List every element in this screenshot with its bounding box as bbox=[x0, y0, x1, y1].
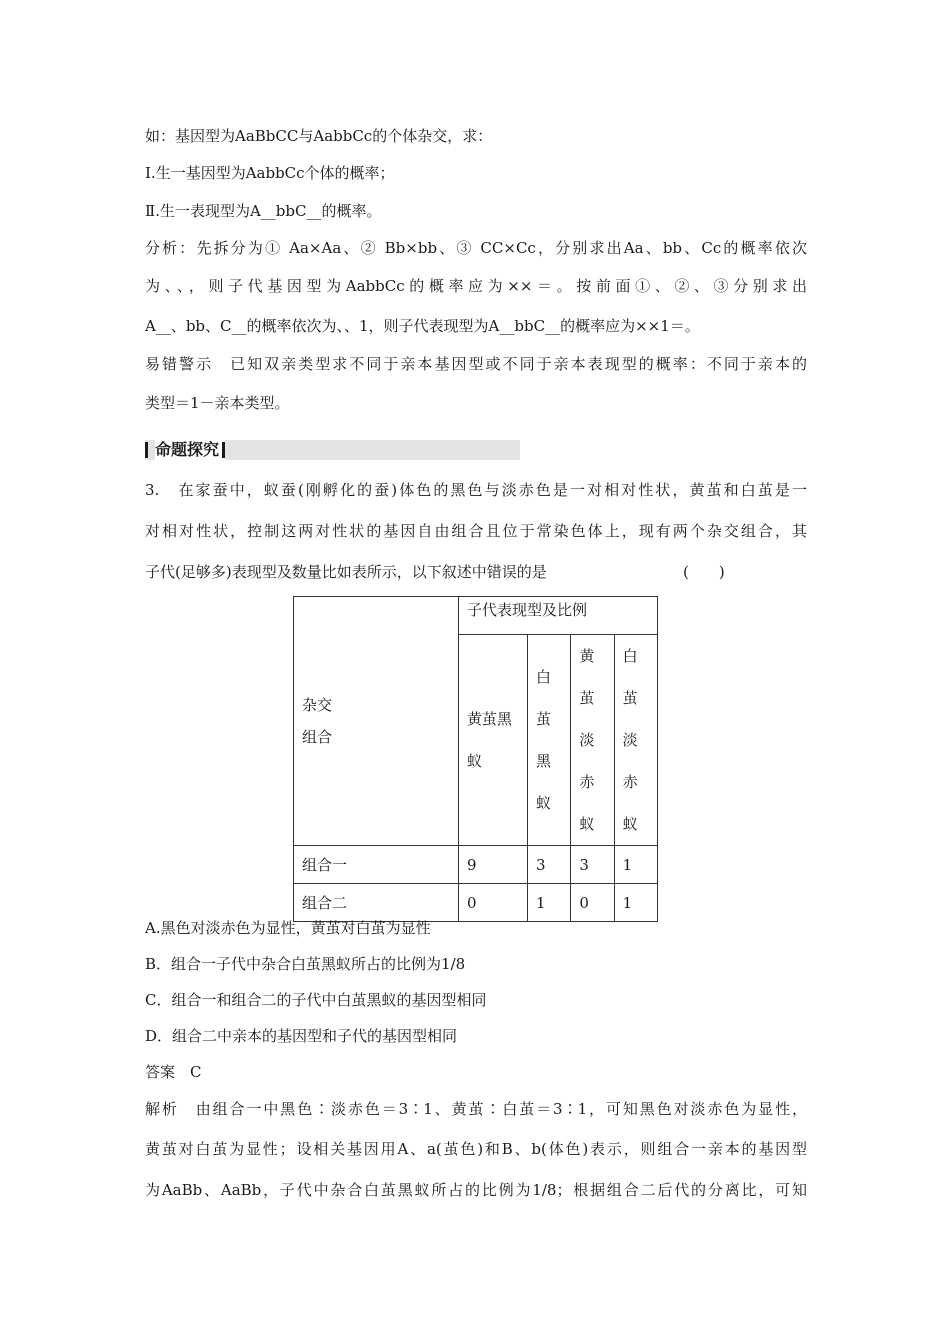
warning-line-2: 类型＝1－亲本类型。 bbox=[145, 394, 290, 412]
table-row bbox=[294, 846, 658, 884]
cell-value: 0 bbox=[571, 884, 614, 922]
option-c: C．组合一和组合二的子代中白茧黑蚁的基因型相同 bbox=[145, 991, 487, 1009]
table-row bbox=[294, 884, 658, 922]
header-group-line-2: 组合 bbox=[302, 728, 333, 746]
col-header-1 bbox=[528, 635, 571, 846]
section-header bbox=[145, 440, 520, 460]
row-label: 组合二 bbox=[294, 884, 459, 922]
section-bar-right bbox=[222, 442, 225, 458]
answer: 答案 C bbox=[145, 1063, 202, 1081]
intro-example: 如：基因型为AaBbCC与AabbCc的个体杂交，求： bbox=[145, 127, 493, 145]
header-offspring: 子代表现型及比例 bbox=[459, 597, 658, 635]
explanation-line-1: 解析 由组合一中黑色∶淡赤色＝3∶1、黄茧∶白茧＝3∶1，可知黑色对淡赤色为显性， bbox=[145, 1100, 807, 1118]
results-table bbox=[293, 596, 658, 922]
header-group-cell bbox=[294, 597, 459, 846]
col-header-0: 黄茧黑蚁 bbox=[459, 635, 528, 846]
warning-line-1: 易错警示 已知双亲类型求不同于亲本基因型或不同于亲本表现型的概率：不同于亲本的 bbox=[145, 355, 807, 373]
col-header-3-text: 白茧淡赤蚁 bbox=[622, 647, 638, 833]
question-line-1: 3. 在家蚕中，蚁蚕(刚孵化的蚕)体色的黑色与淡赤色是一对相对性状，黄茧和白茧是一 bbox=[145, 481, 807, 499]
analysis-line-2: 为、、，则子代基因型为AabbCc的概率应为××＝。按前面①、②、③分别求出 bbox=[145, 277, 807, 295]
section-bar-left bbox=[145, 442, 148, 458]
cell-value: 9 bbox=[459, 846, 528, 884]
analysis-line-1: 分析：先拆分为① Aa×Aa、② Bb×bb、③ CC×Cc，分别求出Aa、bb、Cc的概率依次 bbox=[145, 239, 807, 257]
section-title-text: 命题探究 bbox=[155, 440, 220, 459]
intro-question-2: Ⅱ.生一表现型为A__bbC__的概率。 bbox=[145, 202, 382, 220]
section-title bbox=[155, 440, 225, 460]
col-header-1-text: 白茧黑蚁 bbox=[536, 668, 552, 812]
col-header-2 bbox=[571, 635, 614, 846]
option-d: D．组合二中亲本的基因型和子代的基因型相同 bbox=[145, 1027, 458, 1045]
cell-value: 1 bbox=[614, 884, 657, 922]
col-header-3 bbox=[614, 635, 657, 846]
header-group-line-1: 杂交 bbox=[302, 696, 333, 714]
cell-value: 1 bbox=[528, 884, 571, 922]
explanation-line-3: 为AaBb、AaBb，子代中杂合白茧黑蚁所占的比例为1/8；根据组合二后代的分离比，可知 bbox=[145, 1181, 807, 1199]
question-line-3: 子代(足够多)表现型及数量比如表所示，以下叙述中错误的是 bbox=[145, 563, 547, 581]
question-line-2: 对相对性状，控制这两对性状的基因自由组合且位于常染色体上，现有两个杂交组合，其 bbox=[145, 522, 807, 540]
answer-blank: ( ) bbox=[683, 563, 725, 581]
intro-question-1: Ⅰ.生一基因型为AabbCc个体的概率； bbox=[145, 164, 395, 182]
cell-value: 1 bbox=[614, 846, 657, 884]
cell-value: 3 bbox=[528, 846, 571, 884]
option-a: A.黑色对淡赤色为显性，黄茧对白茧为显性 bbox=[145, 919, 431, 937]
analysis-line-3: A__、bb、C__的概率依次为、、1，则子代表现型为A__bbC__的概率应为××1＝。 bbox=[145, 317, 700, 335]
cell-value: 3 bbox=[571, 846, 614, 884]
explanation-line-2: 黄茧对白茧为显性；设相关基因用A、a(茧色)和B、b(体色)表示，则组合一亲本的基因型 bbox=[145, 1140, 807, 1158]
option-b: B．组合一子代中杂合白茧黑蚁所占的比例为1/8 bbox=[145, 955, 466, 973]
col-header-2-text: 黄茧淡赤蚁 bbox=[579, 647, 595, 833]
cell-value: 0 bbox=[459, 884, 528, 922]
row-label: 组合一 bbox=[294, 846, 459, 884]
